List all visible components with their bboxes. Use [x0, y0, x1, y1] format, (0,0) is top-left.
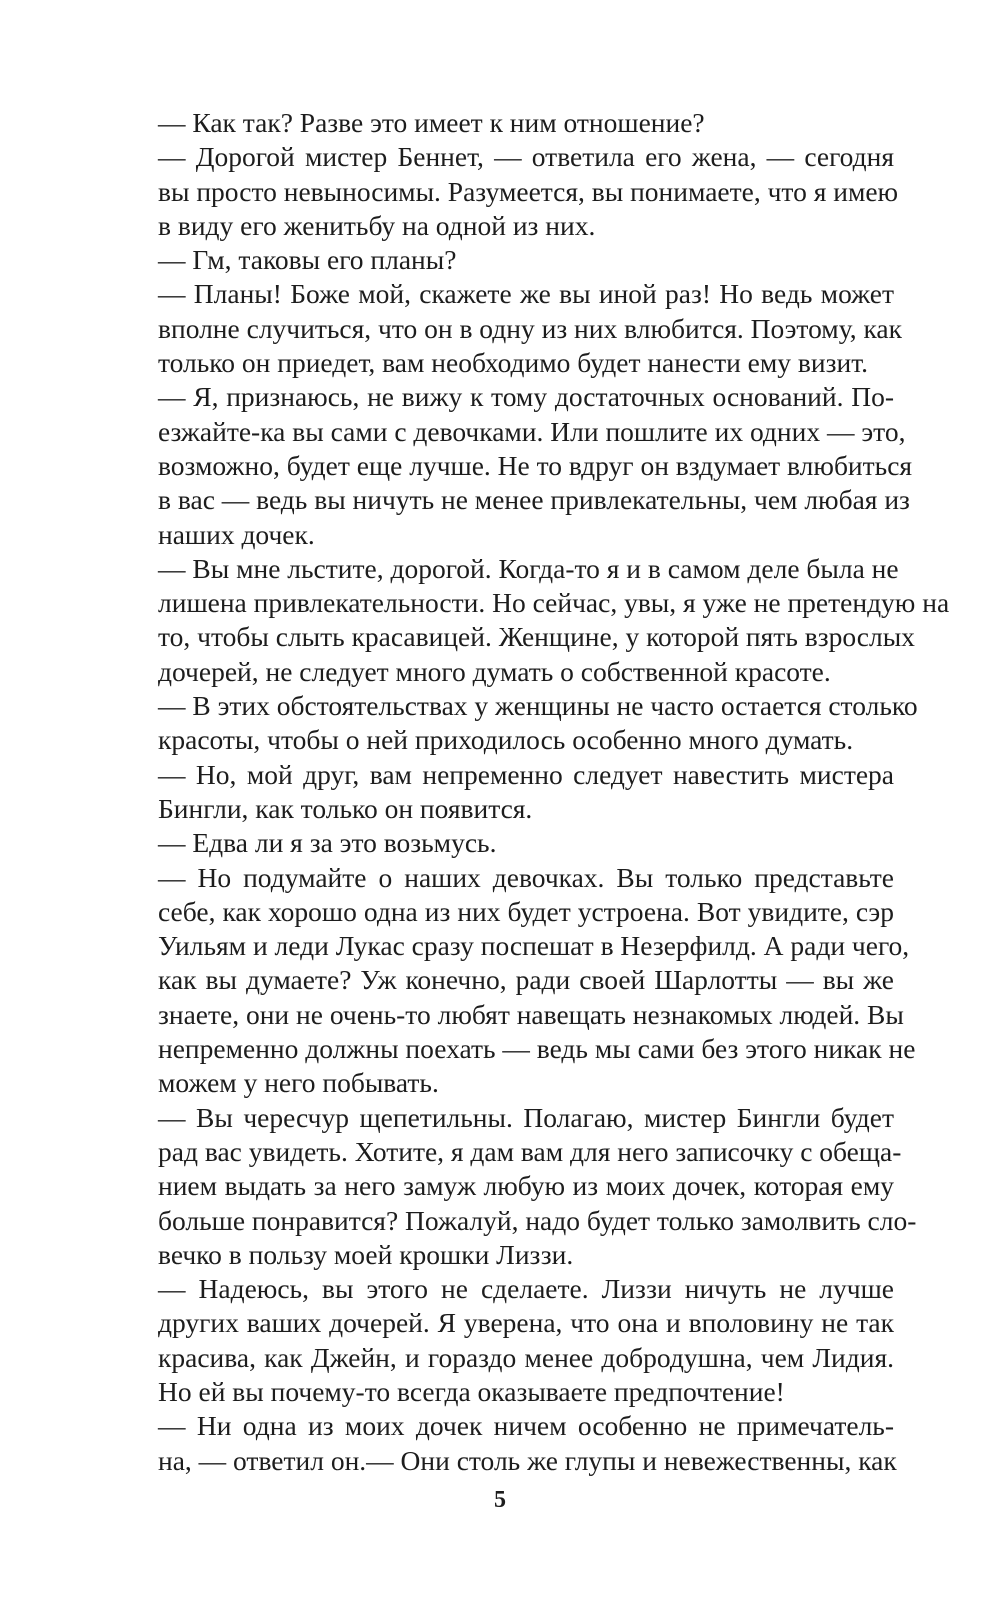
paragraph: [118, 1272, 894, 1409]
text-line: как вы думаете? Уж конечно, ради своей Шарлотты — вы же: [158, 964, 894, 996]
text-line: красоты, чтобы о ней приходилось особенно много думать.: [158, 724, 854, 756]
text-line: больше понравится? Пожалуй, надо будет только замолвить сло-: [158, 1204, 917, 1236]
text-line: можем у него побывать.: [158, 1067, 439, 1099]
text-line: Уильям и леди Лукас сразу поспешат в Незерфилд. А ради чего,: [158, 930, 910, 962]
text-line: других ваших дочерей. Я уверена, что она и вполовину не так: [158, 1307, 894, 1339]
text-line: — Вы чересчур щепетильны. Полагаю, мистер Бингли будет: [158, 1101, 894, 1133]
text-line: — Я, признаюсь, не вижу к тому достаточных оснований. По-: [158, 381, 894, 413]
text-line: рад вас увидеть. Хотите, я дам вам для него записочку с обеща-: [158, 1135, 902, 1167]
page-number: 5: [494, 1487, 506, 1513]
text-line: знаете, они не очень-то любят навещать незнакомых людей. Вы: [158, 998, 904, 1030]
text-line: езжайте-ка вы сами с девочками. Или пошлите их одних — это,: [158, 415, 906, 447]
text-line: нием выдать за него замуж любую из моих дочек, которая ему: [158, 1170, 894, 1202]
text-line: — Гм, таковы его планы?: [158, 244, 457, 276]
paragraph: [118, 689, 918, 758]
text-line: — Надеюсь, вы этого не сделаете. Лиззи ничуть не лучше: [158, 1273, 894, 1305]
text-line: вы просто невыносимы. Разумеется, вы понимаете, что я имею: [158, 175, 899, 207]
text-line: на, — ответил он.— Они столь же глупы и невежественны, как: [158, 1444, 897, 1476]
text-line: только он приедет, вам необходимо будет нанести ему визит.: [158, 347, 869, 379]
paragraph: [118, 380, 913, 551]
text-line: возможно, будет еще лучше. Не то вдруг он вздумает влюбиться: [158, 449, 913, 481]
text-line: — Планы! Боже мой, скажете же вы иной раз! Но ведь может: [158, 278, 894, 310]
text-line: — Ни одна из моих дочек ничем особенно не примечатель-: [158, 1410, 894, 1442]
text-line: Но ей вы почему-то всегда оказываете предпочтение!: [158, 1375, 785, 1407]
paragraph: [118, 243, 894, 277]
text-line: — Вы мне льстите, дорогой. Когда-то я и в самом деле была не: [158, 552, 899, 584]
paragraph: [118, 552, 950, 689]
text-line: Бингли, как только он появится.: [158, 792, 533, 824]
paragraph: [118, 106, 894, 140]
text-line: то, чтобы слыть красавицей. Женщине, у которой пять взрослых: [158, 621, 915, 653]
text-line: — Едва ли я за это возьмусь.: [158, 827, 497, 859]
text-line: дочерей, не следует много думать о собственной красоте.: [158, 655, 831, 687]
text-line: — В этих обстоятельствах у женщины не часто остается столько: [158, 690, 918, 722]
body-text: [118, 106, 950, 1478]
text-line: вполне случиться, что он в одну из них влюбится. Поэтому, как: [158, 312, 902, 344]
text-line: красива, как Джейн, и гораздо менее добродушна, чем Лидия.: [158, 1341, 894, 1373]
text-line: лишена привлекательности. Но сейчас, увы, я уже не претендую на: [158, 587, 950, 619]
paragraph: [118, 1101, 917, 1272]
text-line: — Но, мой друг, вам непременно следует навестить мистера: [158, 758, 894, 790]
paragraph: [118, 1409, 897, 1478]
text-line: непременно должны поехать — ведь мы сами без этого никак не: [158, 1033, 916, 1065]
paragraph: [118, 758, 894, 827]
paragraph: [118, 826, 894, 860]
text-line: — Но подумайте о наших девочках. Вы только представьте: [158, 861, 894, 893]
text-line: себе, как хорошо одна из них будет устроена. Вот увидите, сэр: [158, 895, 894, 927]
text-line: наших дочек.: [158, 518, 315, 550]
text-line: вечко в пользу моей крошки Лиззи.: [158, 1238, 574, 1270]
text-line: — Дорогой мистер Беннет, — ответила его жена, — сегодня: [158, 141, 894, 173]
paragraph: [118, 140, 899, 243]
text-line: — Как так? Разве это имеет к ним отношение?: [158, 107, 705, 138]
paragraph: [118, 277, 902, 380]
paragraph: [118, 861, 916, 1101]
text-line: в вас — ведь вы ничуть не менее привлекательны, чем любая из: [158, 484, 910, 516]
text-line: в виду его женитьбу на одной из них.: [158, 209, 596, 241]
